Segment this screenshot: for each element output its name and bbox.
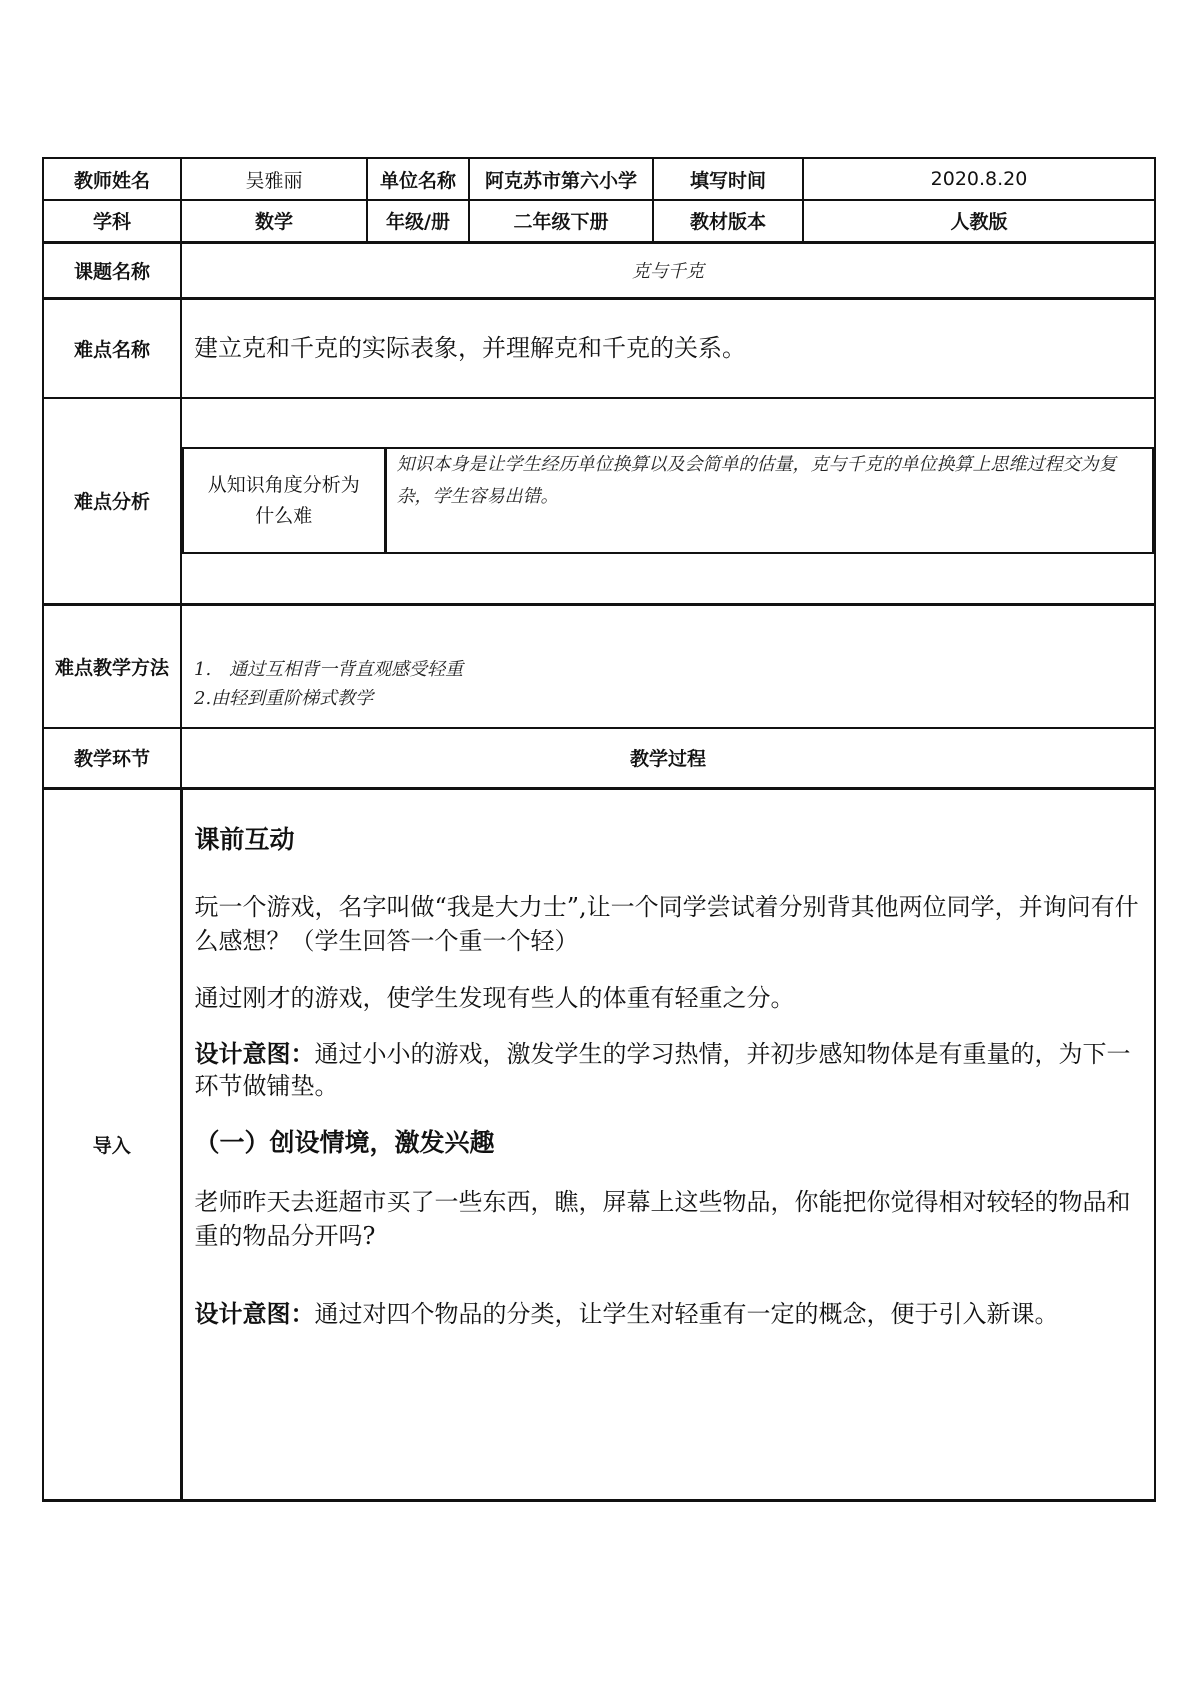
intro-paragraph-result: 通过刚才的游戏，使学生发现有些人的体重有轻重之分。 [194, 984, 795, 1013]
difficulty-label: 难点名称 [43, 298, 181, 398]
analysis-cell [181, 398, 1155, 604]
intro-heading-pre-class: 课前互动 [194, 824, 295, 854]
fill-date-value: 2020.8.20 [803, 158, 1155, 200]
edition-value: 人教版 [803, 200, 1155, 242]
teacher-name-value: 吴雅丽 [181, 158, 367, 200]
unit-name-value: 阿克苏市第六小学 [469, 158, 653, 200]
intro-heading-situation: （一）创设情境，激发兴趣 [194, 1127, 495, 1157]
unit-name-label: 单位名称 [367, 158, 469, 200]
process-header-row [43, 728, 1155, 788]
grade-label: 年级/册 [367, 200, 469, 242]
method-item-1: 1. 通过互相背一背直观感受轻重 [194, 658, 464, 680]
subject-value: 数学 [181, 200, 367, 242]
analysis-sub-label: 从知识角度分析为什么难 [183, 448, 385, 553]
edition-label: 教材版本 [653, 200, 803, 242]
subject-label: 学科 [43, 200, 181, 242]
design-intent-label-1: 设计意图： [194, 1039, 315, 1068]
intro-paragraph-supermarket: 老师昨天去逛超市买了一些东西，瞧，屏幕上这些物品，你能把你觉得相对较轻的物品和重的物品分开吗? [194, 1187, 1131, 1251]
difficulty-row [43, 298, 1155, 398]
stage-column-header: 教学环节 [43, 728, 181, 788]
design-intent-text-1: 通过小小的游戏，激发学生的学习热情，并初步感知物体是有重量的，为下一环节做铺垫。 [194, 1039, 1131, 1101]
process-column-header: 教学过程 [181, 728, 1155, 788]
analysis-row [43, 398, 1155, 604]
intro-paragraph-game: 玩一个游戏，名字叫做“我是大力士”,让一个同学尝试着分别背其他两位同学，并询问有什么感想？（学生回答一个重一个轻） [194, 892, 1139, 956]
lesson-plan-form [42, 157, 1154, 1502]
grade-value: 二年级下册 [469, 200, 653, 242]
lesson-plan-table [42, 157, 1156, 1502]
topic-label: 课题名称 [43, 242, 181, 298]
analysis-inner-table [182, 447, 1154, 554]
difficulty-value: 建立克和千克的实际表象，并理解克和千克的关系。 [181, 298, 1155, 398]
design-intent-label-2: 设计意图： [194, 1300, 315, 1329]
header-row-1 [43, 158, 1155, 200]
topic-value: 克与千克 [181, 242, 1155, 298]
intro-design-intent-1 [195, 1038, 1143, 1103]
method-row [43, 604, 1155, 728]
intro-process-cell [181, 788, 1155, 1500]
analysis-label: 难点分析 [43, 398, 181, 604]
teacher-name-label: 教师姓名 [43, 158, 181, 200]
intro-stage-label: 导入 [43, 788, 181, 1500]
intro-design-intent-2 [195, 1298, 1143, 1330]
header-row-2 [43, 200, 1155, 242]
analysis-text: 知识本身是让学生经历单位换算以及会简单的估量，克与千克的单位换算上思维过程交为复杂，学生容易出错。 [385, 448, 1153, 553]
design-intent-text-2: 通过对四个物品的分类，让学生对轻重有一定的概念，便于引入新课。 [314, 1300, 1059, 1329]
topic-row [43, 242, 1155, 298]
method-label: 难点教学方法 [43, 604, 181, 728]
method-cell [181, 604, 1155, 728]
fill-date-label: 填写时间 [653, 158, 803, 200]
intro-row [43, 788, 1155, 1500]
method-item-2: 2.由轻到重阶梯式教学 [194, 688, 374, 710]
